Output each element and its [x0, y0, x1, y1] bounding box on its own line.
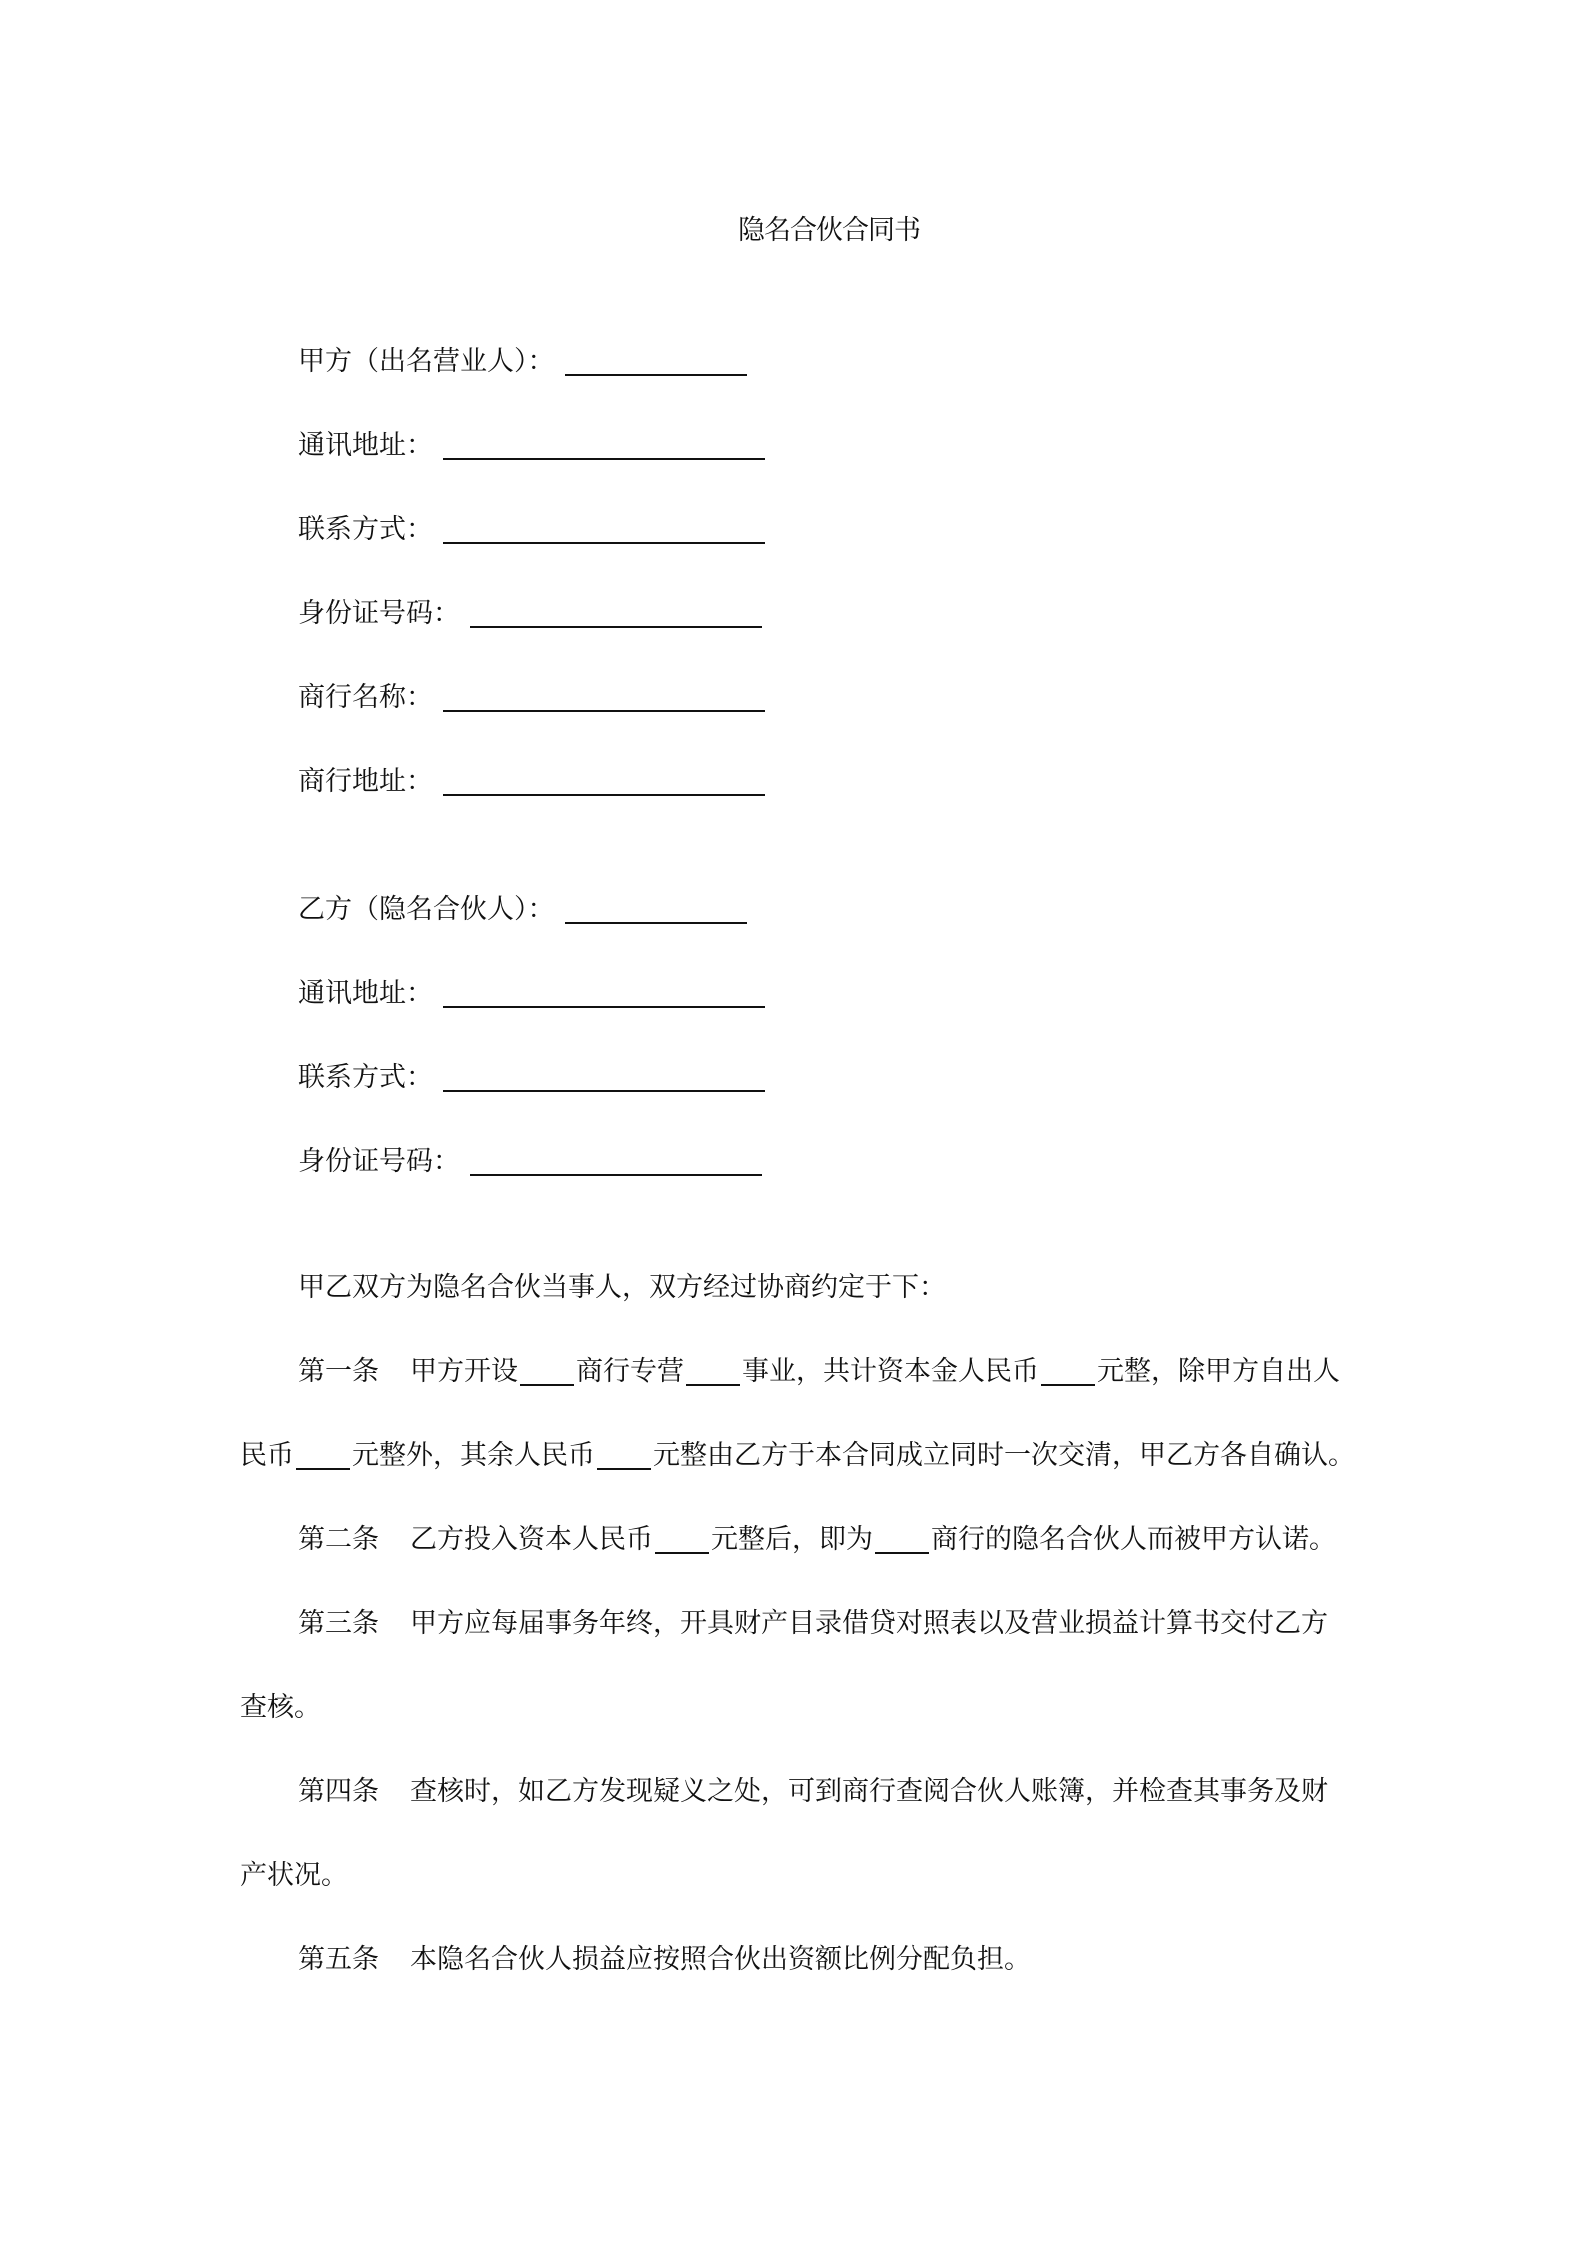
- article-5-text-1: 本隐名合伙人损益应按照合伙出资额比例分配负担。: [410, 1944, 1031, 1975]
- article-1-text-7: 元整由乙方于本合同成立同时一次交清，甲乙方各自确认。: [653, 1440, 1355, 1471]
- article-4-text-2: 产状况。: [240, 1860, 348, 1891]
- party-a-contact-label: 联系方式：: [298, 514, 433, 545]
- article-1-text-1: 甲方开设: [410, 1356, 518, 1387]
- party-a-contact-blank[interactable]: [443, 512, 765, 544]
- article-1-blank-party-b-amount[interactable]: [597, 1442, 651, 1470]
- party-a-id-blank[interactable]: [470, 596, 762, 628]
- party-a-shop-address-label: 商行地址：: [298, 766, 433, 797]
- article-5-line-1: [240, 1918, 1356, 2002]
- party-b-contact-field: [298, 1048, 765, 1096]
- party-a-name-field: [298, 332, 747, 380]
- party-b-address-label: 通讯地址：: [298, 978, 433, 1009]
- article-3-line-1: [240, 1582, 1356, 1666]
- party-b-id-blank[interactable]: [470, 1144, 762, 1176]
- party-b-id-field: [298, 1132, 762, 1180]
- party-b-name-field: [298, 880, 747, 928]
- article-4-line-2: [240, 1834, 1356, 1918]
- party-a-id-label: 身份证号码：: [298, 598, 460, 629]
- party-a-address-label: 通讯地址：: [298, 430, 433, 461]
- article-1-text-6: 元整外，其余人民币: [352, 1440, 595, 1471]
- party-b-contact-label: 联系方式：: [298, 1062, 433, 1093]
- party-a-shop-address-blank[interactable]: [443, 764, 765, 796]
- article-2-blank-shop[interactable]: [875, 1526, 929, 1554]
- party-a-shop-name-field: [298, 668, 765, 716]
- article-1-line-1: [240, 1330, 1356, 1414]
- article-4-label: 第四条: [298, 1776, 379, 1807]
- article-1-blank-party-a-amount[interactable]: [296, 1442, 350, 1470]
- party-a-heading: 甲方（出名营业人）：: [298, 346, 555, 377]
- party-b-id-label: 身份证号码：: [298, 1146, 460, 1177]
- article-4-text-1: 查核时，如乙方发现疑义之处，可到商行查阅合伙人账簿，并检查其事务及财: [410, 1776, 1328, 1807]
- party-a-shop-address-field: [298, 752, 765, 800]
- party-b-address-field: [298, 964, 765, 1012]
- article-3-line-2: [240, 1666, 1356, 1750]
- party-a-shop-name-blank[interactable]: [443, 680, 765, 712]
- party-a-name-blank[interactable]: [565, 344, 747, 376]
- article-3-label: 第三条: [298, 1608, 379, 1639]
- party-a-shop-name-label: 商行名称：: [298, 682, 433, 713]
- article-2-line-1: [240, 1498, 1356, 1582]
- article-3-text-2: 查核。: [240, 1692, 321, 1723]
- article-2-text-1: 乙方投入资本人民币: [410, 1524, 653, 1555]
- document-title: 隐名合伙合同书: [738, 215, 920, 246]
- article-2-text-3: 商行的隐名合伙人而被甲方认诺。: [931, 1524, 1336, 1555]
- party-a-contact-field: [298, 500, 765, 548]
- article-2-label: 第二条: [298, 1524, 379, 1555]
- party-b-name-blank[interactable]: [565, 892, 747, 924]
- article-2-text-2: 元整后，即为: [711, 1524, 873, 1555]
- article-1-text-3: 事业，共计资本金人民币: [742, 1356, 1039, 1387]
- article-4-line-1: [240, 1750, 1356, 1834]
- article-1-line-2: [240, 1414, 1356, 1498]
- article-1-text-2: 商行专营: [576, 1356, 684, 1387]
- article-1-blank-shop[interactable]: [520, 1358, 574, 1386]
- party-a-id-field: [298, 584, 762, 632]
- article-1-text-5: 民币: [240, 1440, 294, 1471]
- party-a-address-blank[interactable]: [443, 428, 765, 460]
- article-1-blank-capital[interactable]: [1041, 1358, 1095, 1386]
- party-b-contact-blank[interactable]: [443, 1060, 765, 1092]
- article-1-label: 第一条: [298, 1356, 379, 1387]
- party-b-address-blank[interactable]: [443, 976, 765, 1008]
- article-3-text-1: 甲方应每届事务年终，开具财产目录借贷对照表以及营业损益计算书交付乙方: [410, 1608, 1328, 1639]
- party-b-heading: 乙方（隐名合伙人）：: [298, 894, 555, 925]
- article-2-blank-amount[interactable]: [655, 1526, 709, 1554]
- intro-text: 甲乙双方为隐名合伙当事人，双方经过协商约定于下：: [298, 1272, 946, 1303]
- article-1-blank-business[interactable]: [686, 1358, 740, 1386]
- party-a-address-field: [298, 416, 765, 464]
- article-1-text-4: 元整，除甲方自出人: [1097, 1356, 1340, 1387]
- article-5-label: 第五条: [298, 1944, 379, 1975]
- intro-paragraph: [240, 1246, 1356, 1330]
